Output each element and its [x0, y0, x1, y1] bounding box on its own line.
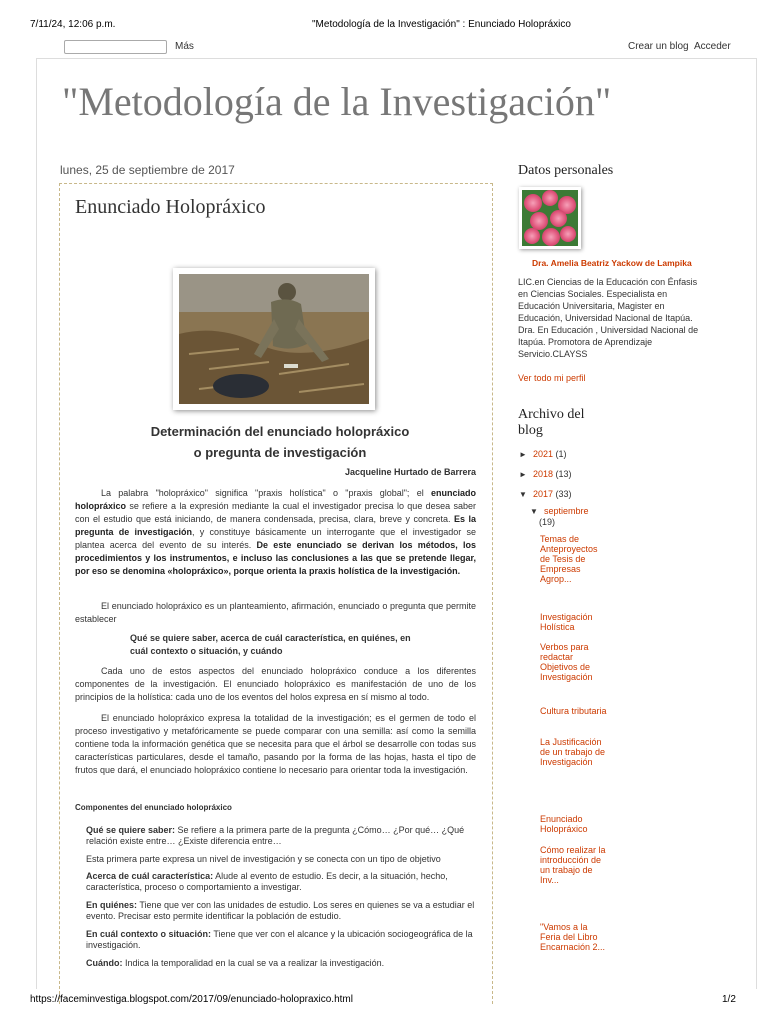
- quote-line2: cuál contexto o situación, y cuándo: [130, 646, 283, 656]
- profile-avatar[interactable]: [519, 187, 581, 249]
- c3-label: En quiénes:: [86, 900, 138, 910]
- c1-label: Qué se quiere saber:: [86, 825, 176, 835]
- archive-heading-line2: blog: [518, 423, 543, 438]
- c3-text: Tiene que ver con las unidades de estudio. Los seres en quienes se va a estudiar el evento. Precisar esto permite identificar la población de estudio.: [86, 900, 475, 921]
- p1-text-c: se refiere a la expresión mediante la cual el investigador precisa lo que desea saber con el estudio que está iniciando, de manera condensada, precisa, clara, breve y concreta.: [75, 501, 476, 524]
- p1-bold-d: Es la pregunta de investigación: [75, 514, 476, 537]
- p1-text-a: La palabra "holopráxico" significa "praxis holística" o "praxis global"; el: [101, 488, 431, 498]
- archive-year-link[interactable]: 2018: [533, 469, 554, 479]
- print-datetime: 7/11/24, 12:06 p.m.: [30, 19, 116, 30]
- paragraph-1: [75, 487, 476, 578]
- c4-text: Tiene que ver con el alcance y la ubicación sociogeográfica de la investigación.: [86, 929, 473, 950]
- expanded-triangle-icon[interactable]: ▼: [530, 507, 538, 516]
- post-date: lunes, 25 de septiembre de 2017: [60, 163, 235, 177]
- paragraph-4: El enunciado holopráxico expresa la totalidad de la investigación; es el germen de todo el proceso investigativo y metafóricamente se puede comparar con una semilla: así como la semilla contiene toda la información genética que se necesita para que el árbol se desarrolle con todas sus características particulares, desde el tamaño, pasando por la forma de las hojas, hasta el tipo de frutos que dará, el enunciado holopráxico contiene lo necesario para orientar toda la investigación.: [75, 713, 476, 775]
- archive-month-september[interactable]: [530, 506, 589, 516]
- quote-line1: Qué se quiere saber, acerca de cuál característica, en quiénes, en: [130, 633, 411, 643]
- archive-post-link[interactable]: Cómo realizar la introducción de un trabajo de Inv...: [540, 845, 606, 885]
- post-title[interactable]: Enunciado Holopráxico: [75, 196, 266, 218]
- component-4: [86, 929, 476, 951]
- component-1b: Esta primera parte expresa un nivel de investigación y se conecta con un tipo de objetivo: [86, 854, 441, 864]
- archive-year-2018[interactable]: [519, 469, 572, 479]
- collapsed-triangle-icon[interactable]: ►: [519, 470, 527, 479]
- c1-text: Se refiere a la primera parte de la pregunta ¿Cómo… ¿Por qué… ¿Qué relación existe entre… ¿Existe diferencia entre…: [86, 825, 465, 846]
- archive-heading-line1: Archivo del: [518, 407, 585, 422]
- print-page-title: "Metodología de la Investigación" : Enunciado Holopráxico: [312, 19, 571, 30]
- create-blog-link[interactable]: Crear un blog: [628, 41, 689, 52]
- post-author: Jacqueline Hurtado de Barrera: [344, 467, 476, 477]
- sign-in-link[interactable]: Acceder: [694, 41, 731, 52]
- expanded-triangle-icon[interactable]: ▼: [519, 490, 527, 499]
- post-heading-line1: Determinación del enunciado holopráxico: [150, 424, 410, 439]
- p1-bold-b: enunciado holopráxico: [75, 488, 476, 511]
- archive-count: (13): [555, 469, 572, 479]
- c4-label: En cuál contexto o situación:: [86, 929, 212, 939]
- c2-text: Alude al evento de estudio. Es decir, a la situación, hecho, característica, proceso o comportamiento a investigar.: [86, 871, 448, 892]
- archive-month-count: (19): [539, 517, 556, 527]
- archive-post-link[interactable]: La Justificación de un trabajo de Investigación: [540, 737, 606, 767]
- archive-count: (33): [555, 489, 572, 499]
- navbar-search-input[interactable]: [64, 40, 167, 54]
- view-profile-link[interactable]: Ver todo mi perfil: [518, 373, 586, 383]
- field-researcher-photo: [179, 274, 369, 404]
- roses-image: [522, 190, 578, 246]
- archive-month-link[interactable]: septiembre: [544, 506, 589, 516]
- p1-bold-f: De este enunciado se derivan los métodos, los procedimientos y los instrumentos, e incluso las conclusiones a las que se pretende llegar, por eso se denomina «holopráxico», porque orienta la praxis holística de la investigación.: [75, 540, 477, 576]
- profile-bio: LIC.en Ciencias de la Educación con Énfasis en Ciencias Sociales. Especialista en Educación Universitaria, Magister en Educación, Universidad Nacional de Itapúa. Dra. En Educación , Universidad Nacional de Itapúa. Promotora de Aprendizaje Servicio.CLAYSS: [518, 277, 699, 359]
- component-3: [86, 900, 476, 922]
- profile-name-link[interactable]: Dra. Amelia Beatriz Yackow de Lampika: [532, 258, 692, 268]
- archive-year-link[interactable]: 2017: [533, 489, 554, 499]
- paragraph-3: Cada uno de estos aspectos del enunciado holopráxico conduce a los diferentes componentes de la investigación. El enunciado holopráxico es manifestación de uno de los principios de la holística: cada uno de los eventos del holos expresa en sí mismo al todo.: [75, 666, 476, 702]
- blog-title[interactable]: "Metodología de la Investigación": [62, 79, 612, 124]
- print-page-number: 1/2: [722, 994, 736, 1005]
- archive-post-link[interactable]: Cultura tributaria: [540, 706, 607, 716]
- paragraph-2: El enunciado holopráxico es un planteamiento, afirmación, enunciado o pregunta que permite establecer: [75, 601, 476, 624]
- archive-post-link[interactable]: Temas de Anteproyectos de Tesis de Empresas Agrop...: [540, 534, 598, 584]
- archive-post-link[interactable]: Enunciado Holopráxico: [540, 814, 588, 834]
- post-photo[interactable]: [173, 268, 375, 410]
- print-url: https://faceminvestiga.blogspot.com/2017/09/enunciado-holopraxico.html: [30, 994, 353, 1005]
- collapsed-triangle-icon[interactable]: ►: [519, 450, 527, 459]
- component-5: [86, 958, 476, 969]
- component-1: [86, 825, 476, 847]
- c5-label: Cuándo:: [86, 958, 123, 968]
- navbar-more-link[interactable]: Más: [175, 41, 194, 52]
- archive-count: (1): [555, 449, 567, 459]
- profile-heading: Datos personales: [518, 163, 614, 178]
- p1-text-e: , y constituye básicamente un interrogante que el investigador se plantea acerca del evento de su interés.: [75, 527, 477, 550]
- c2-label: Acerca de cuál característica:: [86, 871, 214, 881]
- archive-year-2017[interactable]: [519, 489, 572, 499]
- archive-post-link[interactable]: "Vamos a la Feria del Libro Encarnación 2...: [540, 922, 606, 952]
- components-header: Componentes del enunciado holopráxico: [75, 803, 232, 812]
- archive-post-link[interactable]: Investigación Holística: [540, 612, 593, 632]
- archive-year-link[interactable]: 2021: [533, 449, 554, 459]
- archive-post-link[interactable]: Verbos para redactar Objetivos de Investigación: [540, 642, 593, 682]
- archive-year-2021[interactable]: [519, 449, 567, 459]
- post-heading-line2: o pregunta de investigación: [193, 445, 367, 460]
- component-2: [86, 871, 476, 893]
- c5-text: Indica la temporalidad en la cual se va a realizar la investigación.: [122, 958, 385, 968]
